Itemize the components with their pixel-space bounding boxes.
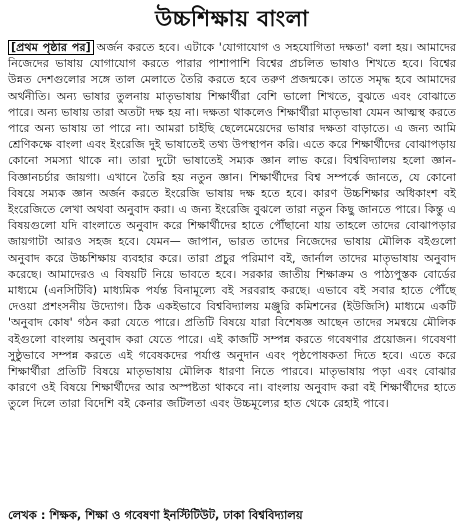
author-byline: লেখক : শিক্ষক, শিক্ষা ও গবেষণা ইনস্টিটিউট, ঢাকা বিশ্ববিদ্যালয় (8, 508, 303, 522)
article-body (8, 40, 456, 413)
article-headline: উচ্চশিক্ষায় বাংলা (155, 7, 309, 32)
article-body-text: অর্জন করতে হবে। এটাকে 'যোগাযোগ ও সহযোগিতা দক্ষতা' বলা হয়। আমাদের নিজেদের ভাষায় যোগাযোগ করতে পারার পাশাপাশি বিশ্বের প্রচলিত ভাষাও শিখতে হবে। বিশ্বের উন্নত দেশগুলোর সঙ্গে তাল মেলাতে তৈরি করতে হবে তরুণ প্রজন্মকে। তাতে সমৃদ্ধ হবে আমাদের অর্থনীতি। অন্য ভাষার তুলনায় মাতৃভাষায় শিক্ষার্থীরা বেশি ভালো শিখতে, বুঝতে এবং বোঝাতে পারে। অন্য ভাষায় তারা অতটা দক্ষ হয় না। দক্ষতা থাকলেও শিক্ষার্থীরা মাতৃভাষা যেমন আত্মস্থ করতে পারে অন্য ভাষায় তা পারে না। আমরা চাইছি ছেলেমেয়েদের ভাষার দক্ষতা বাড়াতে। এ জন্য আমি শ্রেণিকক্ষে বাংলা এবং ইংরেজি দুই ভাষাতেই তথ্য উপস্থাপন করি। এতে করে শিক্ষার্থীদের বোঝাপড়ায় কোনো সমস্যা থাকে না। তারা দুটো ভাষাতেই সম্যক জ্ঞান লাভ করে। বিশ্ববিদ্যালয় হলো জ্ঞান-বিজ্ঞানচর্চার জায়গা। এখানে তৈরি হয় নতুন জ্ঞান। শিক্ষার্থীদের বিশ্ব সম্পর্কে জানতে, যে কোনো বিষয়ে সম্যক জ্ঞান অর্জন করতে ইংরেজি ভাষায় দক্ষ হতে হবে। কারণ উচ্চশিক্ষার অধিকাংশ বই ইংরেজিতে লেখা অথবা অনুবাদ করা। এ জন্য ইংরেজি বুঝলে তারা নতুন কিছু জানতে পারে। কিন্তু এ বিষয়গুলো যদি বাংলাতে অনুবাদ করে শিক্ষার্থীদের হাতে পৌঁছানো যায় তাহলে তাদের বোঝাপড়ার জায়গাটা আরও সহজ হবে। যেমন— জাপান, ভারত তাদের নিজেদের ভাষায় মৌলিক বইগুলো অনুবাদ করে উচ্চশিক্ষায় ব্যবহার করে। তারা প্রচুর পরিমাণ বই, জার্নাল তাদের মাতৃভাষায় অনুবাদ করেছে। আমাদেরও এ বিষয়টি নিয়ে ভাবতে হবে। সরকার জাতীয় শিক্ষাক্রম ও পাঠ্যপুস্তক বোর্ডের মাধ্যমে (এনসিটিবি) মাধ্যমিক পর্যন্ত বিনামূল্যে বই সরবরাহ করছে। এভাবে বই সবার হাতে পৌঁছে দেওয়া প্রশংসনীয় উদ্যোগ। ঠিক একইভাবে বিশ্ববিদ্যালয় মঞ্জুরি কমিশনের (ইউজিসি) মাধ্যমে একটি 'অনুবাদ কোষ' গঠন করা যেতে পারে। প্রতিটি বিষয়ে যারা বিশেষজ্ঞ আছেন তাদের সমন্বয়ে মৌলিক বইগুলো বাংলায় অনুবাদ করা যেতে পারে। এই কাজটি সম্পন্ন করতে গবেষণার প্রয়োজন। গবেষণা সুষ্ঠুভাবে সম্পন্ন করতে এই গবেষকদের পর্যাপ্ত অনুদান এবং পৃষ্ঠপোষকতা দিতে হবে। এতে করে শিক্ষার্থীরা প্রতিটি বিষয়ে মাতৃভাষায় মৌলিক ধারণা নিতে পারবে। মাতৃভাষায় পড়া এবং বোঝার কারণে ওই বিষয়ে শিক্ষার্থীদের আর অস্পষ্টতা থাকবে না। বাংলায় অনুবাদ করা বই শিক্ষার্থীদের হাতে তুলে দিলে তারা বিদেশি বই কেনার জটিলতা এবং উচ্চমূল্যের হাত থেকে রেহাই পাবে। (8, 41, 457, 411)
news-article (8, 6, 456, 525)
continuation-label: [প্রথম পৃষ্ঠার পর] (8, 40, 94, 55)
